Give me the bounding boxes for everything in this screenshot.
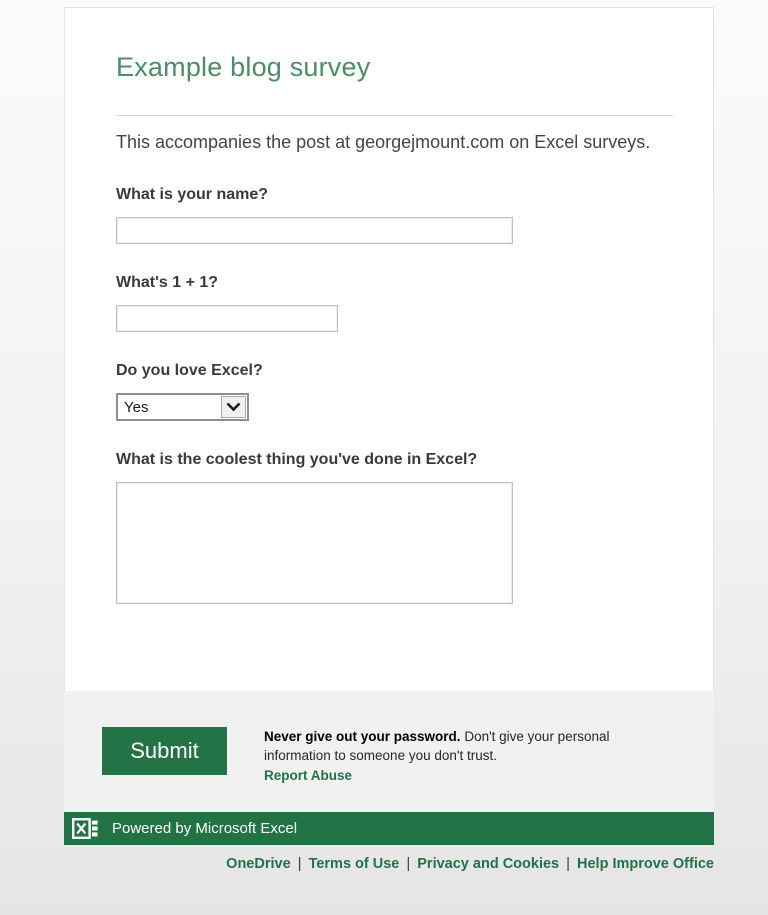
question-label: What is your name?	[116, 186, 269, 203]
question-label: What's 1 + 1?	[116, 274, 219, 291]
link-separator: |	[406, 855, 411, 872]
math-answer-input[interactable]	[116, 305, 338, 332]
link-separator: |	[297, 855, 302, 872]
terms-of-use-link[interactable]: Terms of Use	[308, 856, 400, 872]
powered-by-label: Powered by Microsoft Excel	[112, 820, 298, 837]
excel-logo-icon	[72, 818, 99, 839]
onedrive-link[interactable]: OneDrive	[226, 856, 291, 872]
report-abuse-link[interactable]: Report Abuse	[264, 768, 353, 783]
survey-body	[64, 7, 714, 691]
help-improve-office-link[interactable]: Help Improve Office	[577, 856, 714, 872]
question-label: Do you love Excel?	[116, 362, 263, 379]
question-love-excel	[116, 362, 673, 421]
survey-card	[64, 7, 714, 845]
question-label: What is the coolest thing you've done in Excel?	[116, 451, 478, 468]
chevron-down-icon[interactable]	[221, 396, 246, 418]
powered-by-bar	[64, 812, 714, 845]
question-math	[116, 274, 673, 332]
question-coolest-thing	[116, 451, 673, 604]
coolest-thing-textarea[interactable]	[116, 482, 513, 604]
love-excel-select[interactable]	[116, 393, 249, 421]
select-selected-value: Yes	[124, 398, 149, 416]
password-warning-text: Don't give your personal information to someone you don't trust.	[264, 729, 610, 763]
question-name	[116, 186, 673, 244]
submit-button[interactable]: Submit	[102, 727, 227, 775]
link-separator: |	[566, 855, 571, 872]
submit-bar	[64, 691, 714, 812]
survey-description: This accompanies the post at georgejmount.com on Excel surveys.	[116, 132, 651, 152]
password-warning-bold: Never give out your password.	[264, 729, 461, 744]
page-title: Example blog survey	[116, 52, 371, 82]
title-divider	[116, 115, 673, 116]
privacy-and-cookies-link[interactable]: Privacy and Cookies	[417, 856, 560, 872]
footer-links	[64, 855, 714, 872]
name-input[interactable]	[116, 217, 513, 244]
password-warning	[264, 727, 629, 785]
